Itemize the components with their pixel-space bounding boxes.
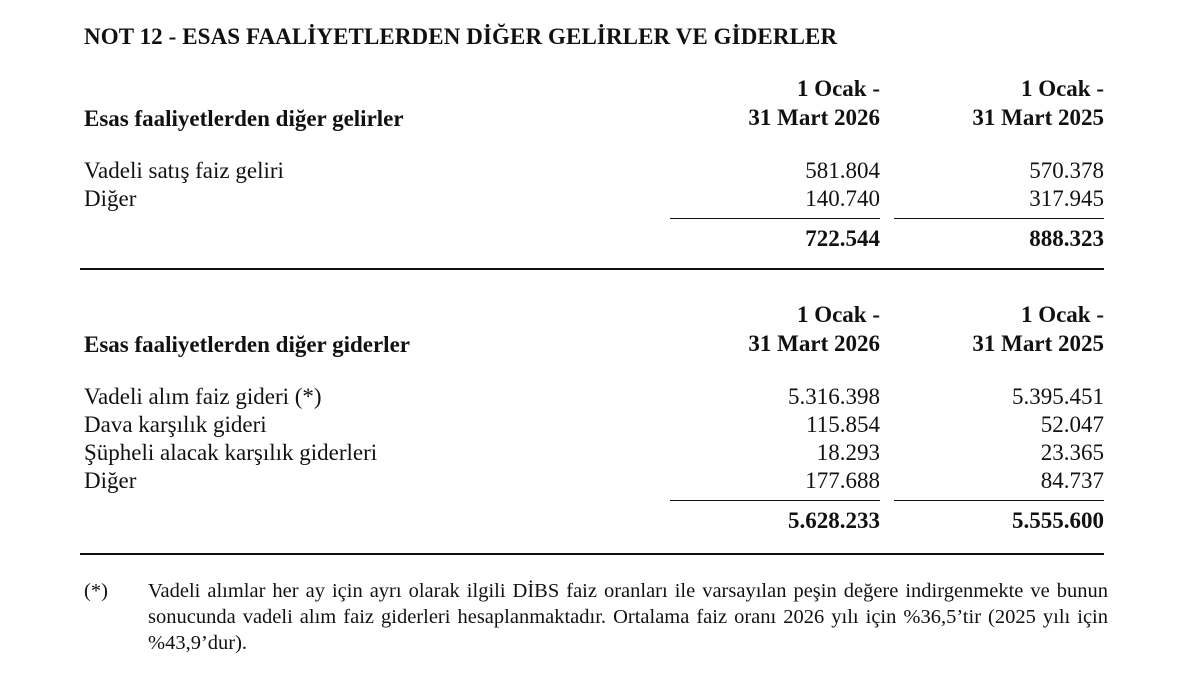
income-heading: Esas faaliyetlerden diğer gelirler (84, 106, 404, 131)
value-2025: 317.945 (1029, 186, 1104, 211)
table-row (84, 158, 1104, 186)
income-col-2025-line1: 1 Ocak - (1020, 76, 1104, 101)
subtotal-divider-2025 (894, 500, 1104, 501)
income-total-underline (80, 268, 1104, 270)
row-label: Diğer (84, 468, 137, 493)
expense-total-2025: 5.555.600 (1012, 508, 1104, 533)
note-title: NOT 12 - ESAS FAALİYETLERDEN DİĞER GELİRLER VE GİDERLER (84, 24, 838, 49)
expense-total-underline (80, 553, 1104, 555)
income-total-2026: 722.544 (805, 226, 880, 251)
footnote (84, 578, 1108, 656)
expense-header-row (84, 300, 1104, 358)
expense-col-2025-header (884, 300, 1104, 358)
table-row (84, 186, 1104, 214)
value-2026: 5.316.398 (788, 384, 880, 409)
income-col-2025-header (884, 74, 1104, 132)
value-2025: 23.365 (1040, 440, 1104, 465)
row-label: Vadeli satış faiz geliri (84, 158, 284, 183)
subtotal-divider-2025 (894, 218, 1104, 219)
value-2026: 115.854 (806, 412, 880, 437)
income-col-2026-header (660, 74, 880, 132)
row-label: Şüpheli alacak karşılık giderleri (84, 440, 378, 465)
expense-col-2026-line2: 31 Mart 2026 (748, 331, 880, 356)
expense-col-2026-line1: 1 Ocak - (796, 302, 880, 327)
income-col-2026-line1: 1 Ocak - (796, 76, 880, 101)
income-col-2026-line2: 31 Mart 2026 (748, 105, 880, 130)
row-label: Dava karşılık gideri (84, 412, 267, 437)
subtotal-divider-2026 (670, 218, 880, 219)
subtotal-divider-2026 (670, 500, 880, 501)
expense-total-row (84, 508, 1104, 536)
table-row (84, 440, 1104, 468)
expense-section (84, 300, 1104, 536)
expense-col-2026-header (660, 300, 880, 358)
value-2025: 84.737 (1040, 468, 1104, 493)
income-section (84, 74, 1104, 254)
expense-total-2026: 5.628.233 (788, 508, 880, 533)
value-2026: 177.688 (805, 468, 880, 493)
table-row (84, 384, 1104, 412)
expense-col-2025-line2: 31 Mart 2025 (972, 331, 1104, 356)
value-2025: 5.395.451 (1012, 384, 1104, 409)
income-header-row (84, 74, 1104, 132)
income-total-row (84, 226, 1104, 254)
row-label: Diğer (84, 186, 137, 211)
value-2026: 581.804 (805, 158, 880, 183)
value-2026: 140.740 (805, 186, 880, 211)
value-2025: 570.378 (1029, 158, 1104, 183)
footnote-text: Vadeli alımlar her ay için ayrı olarak ilgili DİBS faiz oranları ile varsayılan peşin değere indirgenmekte ve bunun sonucunda vadeli alım faiz giderleri hesaplanmaktadır. Ortalama faiz oranı 2026 yılı için %36,5’tir (2025 yılı için %43,9’dur). (148, 580, 1108, 654)
table-row (84, 468, 1104, 496)
footnote-mark: (*) (84, 580, 108, 602)
value-2026: 18.293 (816, 440, 880, 465)
income-total-2025: 888.323 (1029, 226, 1104, 251)
table-row (84, 412, 1104, 440)
expense-col-2025-line1: 1 Ocak - (1020, 302, 1104, 327)
value-2025: 52.047 (1040, 412, 1104, 437)
row-label: Vadeli alım faiz gideri (*) (84, 384, 322, 409)
income-col-2025-line2: 31 Mart 2025 (972, 105, 1104, 130)
expense-heading: Esas faaliyetlerden diğer giderler (84, 332, 410, 357)
